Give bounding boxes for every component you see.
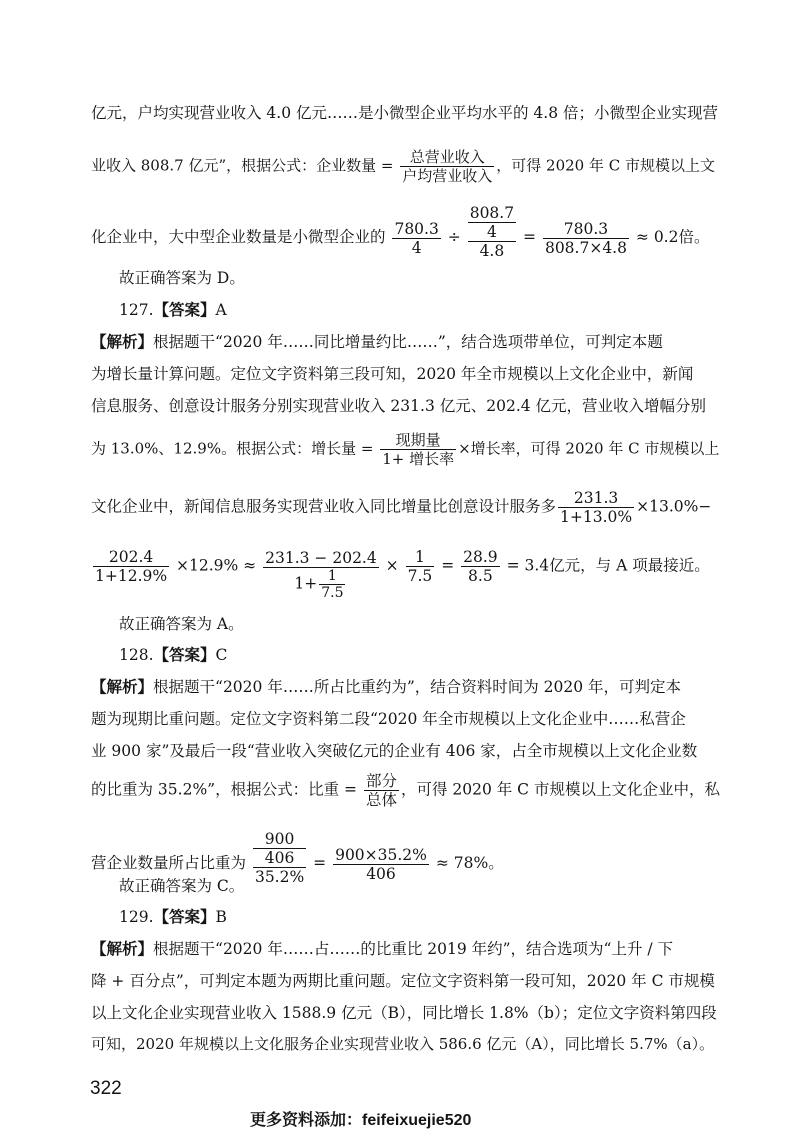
- conclusion: 故正确答案为 D。: [119, 269, 245, 287]
- formula-fraction: 231.3 − 202.4 1+ $\frac{1}{7.5}$: [265, 549, 377, 601]
- formula-fraction: $\frac{780.3}{808.7\times 4.8}$: [544, 219, 627, 257]
- formula-fraction: $\frac{900\times 35.2\%}{406}$: [335, 845, 427, 883]
- formula-fraction: $\frac{231.3}{1+13.0\%}$: [560, 489, 633, 526]
- text-line: 可知，2020 年规模以上文化服务企业实现营业收入 586.6 亿元（A），同比增长 5.7%（a）。: [91, 1035, 715, 1053]
- formula-fraction: $\frac{\text{总营业收入}}{\text{户均营业收入}}$: [402, 148, 493, 185]
- text-line: 【解析】根据题干“2020 年……所占比重约为”，结合资料时间为 2020 年，可判定本: [91, 677, 682, 696]
- formula-fraction: $\frac{\text{现期量}}{\text{1+ 增长率}}$: [382, 431, 455, 468]
- text-line: 业收入 808.7 亿元”，根据公式：企业数量 = $\frac{\text{总营业收入}}{\text{户均营业收入}}$ ，可得 2020 年 C 市规模以上文: [91, 148, 716, 185]
- text-line: 降 + 百分点”，可判定本题为两期比重问题。定位文字资料第一段可知，2020 年 C 市规模: [91, 972, 715, 990]
- formula-fraction: 808.7 4 4.8: [469, 204, 515, 260]
- text-line: 文化企业中，新闻信息服务实现营业收入同比增量比创意设计服务多 $\frac{231.3}{1+13.0\%}$ ×13.0%−: [91, 489, 712, 526]
- text-line: 【解析】根据题干“2020 年……同比增量约比……”，结合选项带单位，可判定本题: [91, 332, 663, 351]
- text-line: 以上文化企业实现营业收入 1588.9 亿元（B），同比增长 1.8%（b）；定位文字资料第四段: [91, 1004, 717, 1022]
- footer-note: 更多资料添加：feifeixuejie520: [250, 1112, 472, 1129]
- formula-fraction: $\frac{\text{部分}}{\text{总体}}$: [365, 772, 397, 809]
- text-line: 题为现期比重问题。定位文字资料第二段“2020 年全市规模以上文化企业中……私营企: [91, 710, 686, 728]
- formula-fraction: $\frac{202.4}{1+12.9\%}$: [95, 548, 168, 585]
- text-line: 业 900 家”及最后一段“营业收入突破亿元的企业有 406 家，占全市规模以上文化企业数: [91, 742, 698, 760]
- formula-fraction: $\frac{28.9}{8.5}$: [463, 548, 498, 585]
- answer-header: 129.【答案】B: [119, 907, 227, 926]
- formula-line: 化企业中，大中型企业数量是小微型企业的 $\frac{780.3}{4}$ ÷ 808.7 4 4.8 = $\frac{780.3}{808.7\times 4.8}$ ≈ 0.2倍。: [91, 204, 710, 260]
- formula-fraction: $\frac{1}{7.5}$: [321, 568, 344, 601]
- formula-line: 营企业数量所占比重为 900 406 35.2% = $\frac{900\times 35.2\%}{406}$ ≈ 78%。: [91, 830, 504, 886]
- formula-line: $\frac{202.4}{1+12.9\%}$ ×12.9% ≈ 231.3 − 202.4 1+ $\frac{1}{7.5}$ × $\frac{1}{7.5}$ = $\frac{28.9}{8.5}$ = 3.4亿元，与 A 项最接近。: [95, 548, 710, 601]
- page-number: 322: [90, 1078, 122, 1099]
- text-line: 【解析】根据题干“2020 年……占……的比重比 2019 年约”，结合选项为“上升 / 下: [91, 939, 674, 958]
- text-line: 为 13.0%、12.9%。根据公式：增长量 = $\frac{\text{现期量}}{\text{1+ 增长率}}$ ×增长率，可得 2020 年 C 市规模以上: [91, 431, 720, 468]
- answer-header: 127.【答案】A: [119, 300, 227, 319]
- text-line: 信息服务、创意设计服务分别实现营业收入 231.3 亿元、202.4 亿元，营业收入增幅分别: [91, 397, 707, 415]
- formula-fraction: 900 406 35.2%: [254, 830, 305, 886]
- text-line: 为增长量计算问题。定位文字资料第三段可知，2020 年全市规模以上文化企业中，新闻: [91, 365, 694, 383]
- text-line: 的比重为 35.2%”，根据公式：比重 = $\frac{\text{部分}}{\text{总体}}$ ，可得 2020 年 C 市规模以上文化企业中，私: [91, 772, 720, 809]
- conclusion: 故正确答案为 A。: [119, 615, 244, 633]
- formula-fraction: $\frac{780.3}{4}$: [394, 219, 439, 257]
- conclusion: 故正确答案为 C。: [119, 877, 245, 895]
- formula-fraction: $\frac{1}{7.5}$: [407, 548, 433, 585]
- answer-header: 128.【答案】C: [119, 645, 228, 664]
- text-line: 亿元，户均实现营业收入 4.0 亿元……是小微型企业平均水平的 4.8 倍；小微型企业实现营: [91, 104, 719, 122]
